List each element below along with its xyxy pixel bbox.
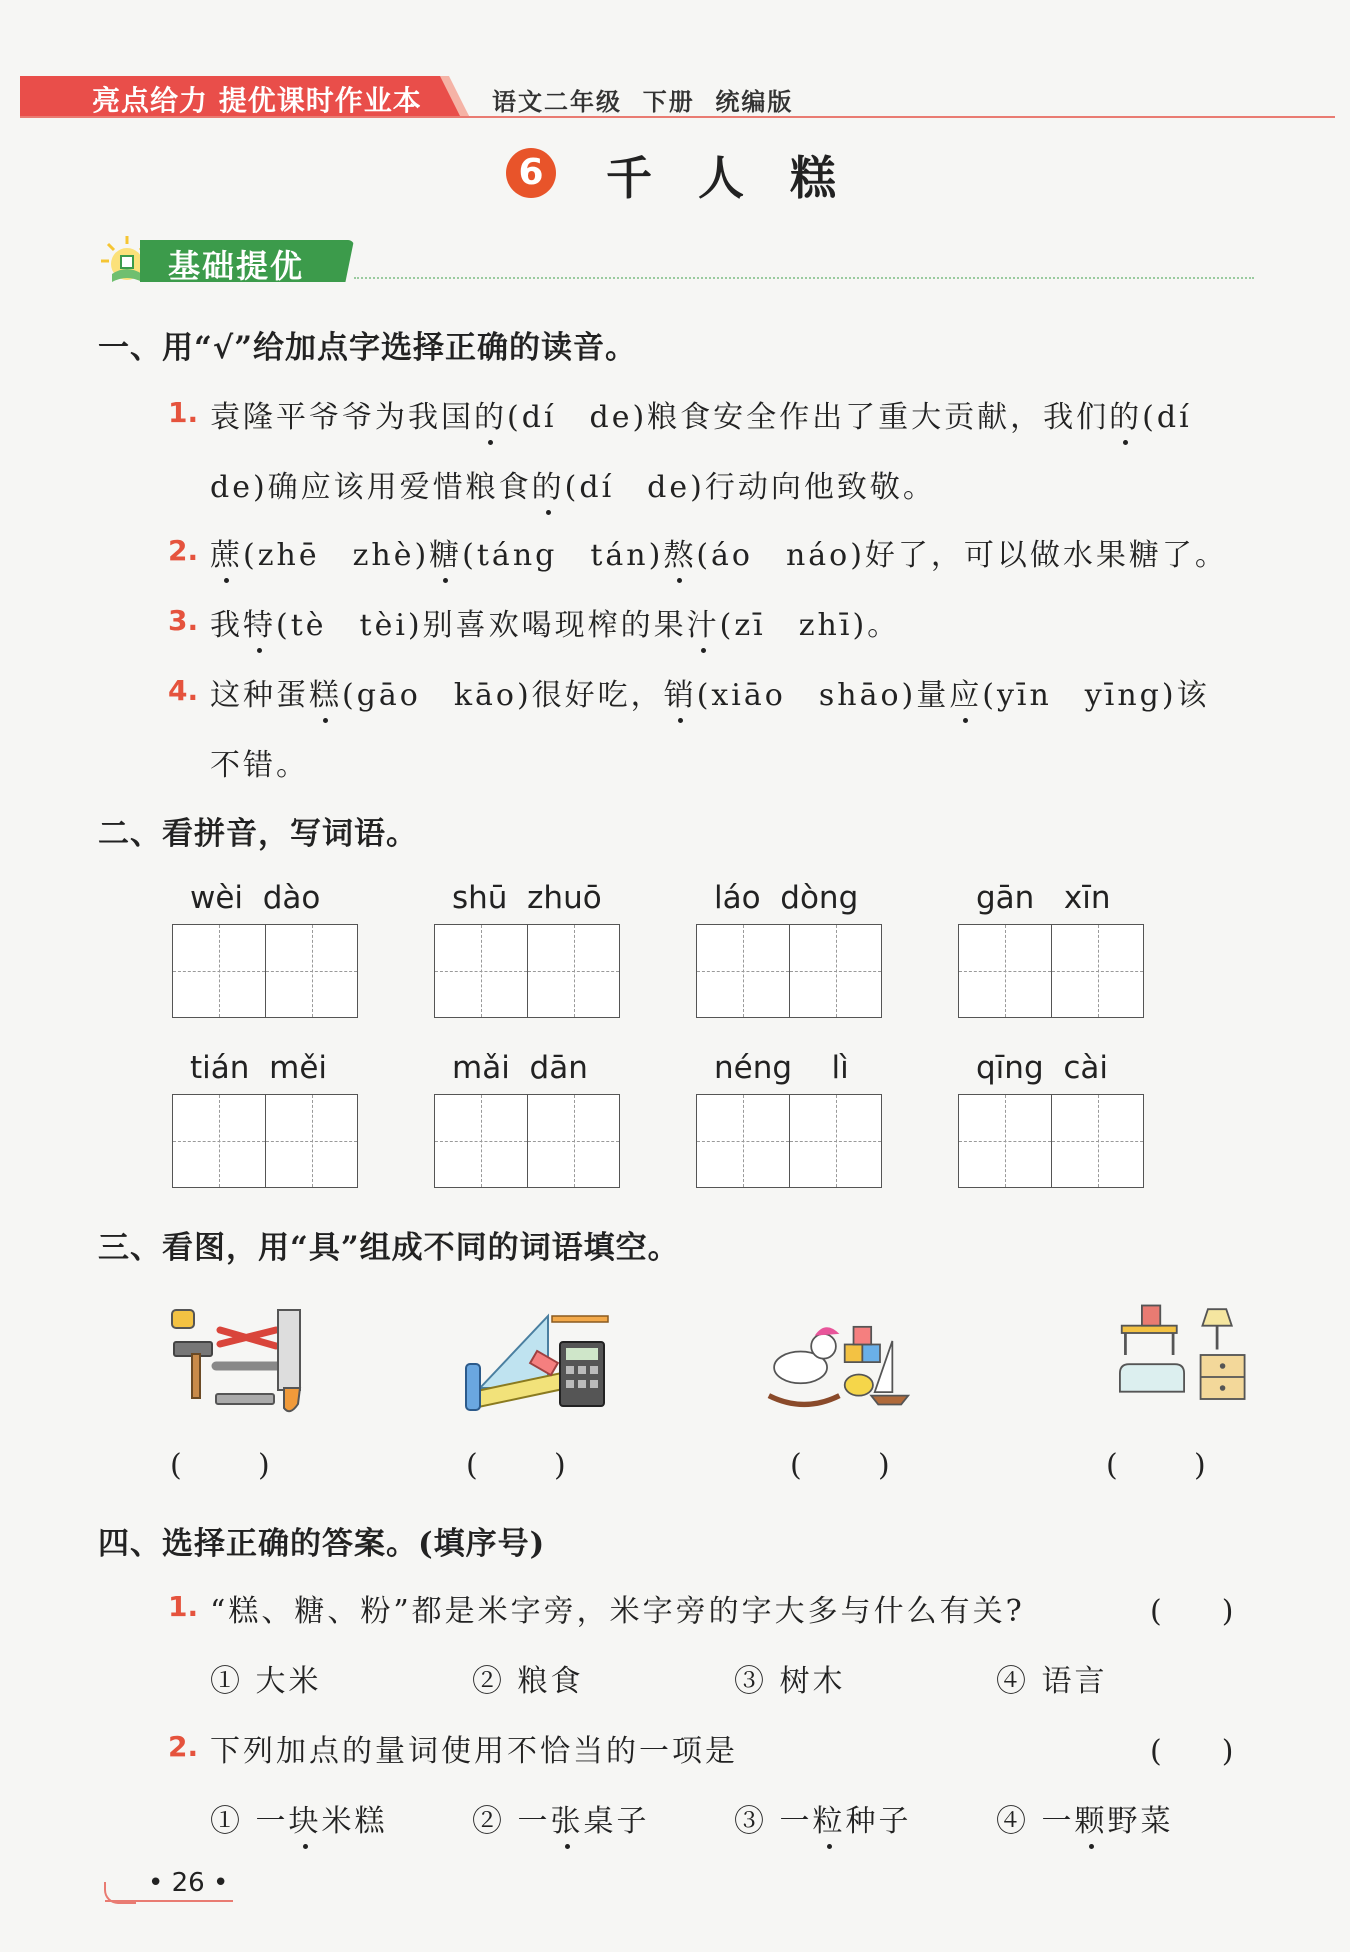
dotted-character: 张 (550, 1804, 584, 1839)
q1-item-number: 3. (168, 604, 199, 637)
writing-cell[interactable] (697, 1095, 789, 1187)
dotted-character: 粒 (812, 1804, 846, 1839)
text-run: 桌子 (583, 1804, 650, 1839)
pinyin-label: wèi dào (190, 880, 321, 916)
furniture-illustration (1110, 1300, 1260, 1410)
text-run: (dí (1142, 400, 1192, 435)
writing-cell[interactable] (959, 925, 1051, 1017)
q3-blank-2[interactable]: ( ) (466, 1448, 566, 1483)
lesson-number: 6 (506, 148, 556, 198)
q1-item-number: 4. (168, 674, 199, 707)
section-dotted-rule (354, 277, 1254, 279)
tools-illustration (166, 1308, 316, 1418)
dotted-character: 糕 (309, 678, 342, 713)
q3-blank-3[interactable]: ( ) (790, 1448, 890, 1483)
text-run: (zhē zhè) (243, 538, 430, 573)
q4-title: 四、选择正确的答案。(填序号) (98, 1526, 546, 1562)
pinyin-label: láo dòng (714, 880, 859, 916)
q4-option[interactable]: ④ 语言 (996, 1664, 1108, 1699)
writing-cell[interactable] (173, 1095, 265, 1187)
q4-option[interactable] (734, 1796, 912, 1840)
dotted-character: 的 (531, 470, 565, 505)
writing-grid[interactable] (434, 924, 620, 1018)
writing-grid[interactable] (958, 924, 1144, 1018)
writing-cell[interactable] (527, 1095, 619, 1187)
header-brand: 亮点给力 提优课时作业本 (92, 84, 422, 117)
q4-option[interactable] (472, 1796, 650, 1840)
pinyin-label: mǎi dān (452, 1050, 588, 1086)
text-run: ① 一 (210, 1804, 289, 1839)
dotted-character: 汁 (686, 608, 720, 643)
footer-rule (105, 1900, 233, 1902)
writing-cell[interactable] (959, 1095, 1051, 1187)
toys-illustration (760, 1308, 910, 1418)
text-run: 种子 (845, 1804, 912, 1839)
text-run: de)确应该用爱惜粮食 (210, 470, 532, 505)
text-run: ④ 一 (996, 1804, 1075, 1839)
writing-cell[interactable] (789, 925, 881, 1017)
dotted-character: 的 (1109, 400, 1143, 435)
q1-item-line (210, 600, 900, 644)
dotted-character: 销 (663, 678, 697, 713)
q4-question: 下列加点的量词使用不恰当的一项是 (210, 1734, 738, 1769)
writing-grid[interactable] (696, 1094, 882, 1188)
page-number: • 26 • (148, 1868, 229, 1898)
text-run: ③ 一 (734, 1804, 813, 1839)
q4-option[interactable] (996, 1796, 1174, 1840)
text-run: (áo náo)好了，可以做水果糖了。 (696, 538, 1228, 573)
dotted-character: 熬 (663, 538, 697, 573)
q4-item-number: 2. (168, 1730, 199, 1763)
q1-item-line (210, 392, 1192, 436)
q1-item-line (210, 462, 936, 506)
writing-cell[interactable] (265, 925, 357, 1017)
lesson-title: 千人糕 (606, 151, 882, 205)
pinyin-label: néng lì (714, 1050, 849, 1086)
text-run: (gāo kāo)很好吃， (342, 678, 664, 713)
q1-item-line (210, 530, 1228, 574)
pinyin-label: qīng cài (976, 1050, 1108, 1086)
dotted-character: 特 (243, 608, 276, 643)
writing-grid[interactable] (172, 1094, 358, 1188)
text-run: 米糕 (321, 1804, 388, 1839)
writing-cell[interactable] (527, 925, 619, 1017)
pinyin-label: gān xīn (976, 880, 1111, 916)
q1-item-line (210, 670, 1210, 714)
text-run: ② 一 (472, 1804, 551, 1839)
q3-title: 三、看图，用“具”组成不同的词语填空。 (98, 1230, 680, 1266)
q1-item-number: 1. (168, 396, 199, 429)
q4-question: “糕、糖、粉”都是米字旁，米字旁的字大多与什么有关? (210, 1594, 1025, 1629)
pinyin-label: shū zhuō (452, 880, 602, 916)
q4-option[interactable]: ③ 树木 (734, 1664, 846, 1699)
q3-blank-1[interactable]: ( ) (170, 1448, 270, 1483)
writing-cell[interactable] (435, 1095, 527, 1187)
text-run: 我 (210, 608, 243, 643)
text-run: 这种蛋 (210, 678, 309, 713)
q2-title: 二、看拼音，写词语。 (98, 816, 418, 852)
text-run: (tè tèi)别喜欢喝现榨的果 (276, 608, 687, 643)
q4-option[interactable] (210, 1796, 388, 1840)
text-run: (xiāo shāo)量 (696, 678, 950, 713)
dotted-character: 蔗 (210, 538, 243, 573)
stationery-illustration (460, 1308, 610, 1418)
text-run: (yīn yīng)该 (982, 678, 1210, 713)
writing-cell[interactable] (789, 1095, 881, 1187)
text-run: 不错。 (210, 748, 309, 783)
q3-blank-4[interactable]: ( ) (1106, 1448, 1206, 1483)
text-run: 袁隆平爷爷为我国 (210, 400, 474, 435)
q1-item-line (210, 740, 309, 784)
text-run: (zī zhī)。 (719, 608, 901, 643)
writing-grid[interactable] (172, 924, 358, 1018)
section-banner-label: 基础提优 (168, 247, 305, 285)
header-subject: 语文二年级 下册 统编版 (492, 88, 794, 116)
q4-answer-blank[interactable]: ( ) (1150, 1734, 1234, 1769)
dotted-character: 应 (949, 678, 983, 713)
writing-cell[interactable] (1051, 1095, 1143, 1187)
dotted-character: 糖 (429, 538, 463, 573)
writing-cell[interactable] (173, 925, 265, 1017)
dotted-character: 块 (288, 1804, 322, 1839)
text-run: 野菜 (1107, 1804, 1174, 1839)
q4-item-number: 1. (168, 1590, 199, 1623)
writing-grid[interactable] (696, 924, 882, 1018)
q1-item-number: 2. (168, 534, 199, 567)
writing-grid[interactable] (958, 1094, 1144, 1188)
pinyin-label: tián měi (190, 1050, 328, 1086)
q4-answer-blank[interactable]: ( ) (1150, 1594, 1234, 1629)
text-run: (dí de)行动向他致敬。 (564, 470, 936, 505)
writing-grid[interactable] (434, 1094, 620, 1188)
dotted-character: 颗 (1074, 1804, 1108, 1839)
writing-cell[interactable] (435, 925, 527, 1017)
q1-title: 一、用“√”给加点字选择正确的读音。 (98, 330, 638, 366)
writing-cell[interactable] (265, 1095, 357, 1187)
writing-cell[interactable] (1051, 925, 1143, 1017)
writing-cell[interactable] (697, 925, 789, 1017)
text-run: (dí de)粮食安全作出了重大贡献，我们 (507, 400, 1110, 435)
dotted-character: 的 (474, 400, 507, 435)
text-run: (táng tán) (462, 538, 664, 573)
q4-option[interactable]: ② 粮食 (472, 1664, 584, 1699)
q4-option[interactable]: ① 大米 (210, 1664, 322, 1699)
